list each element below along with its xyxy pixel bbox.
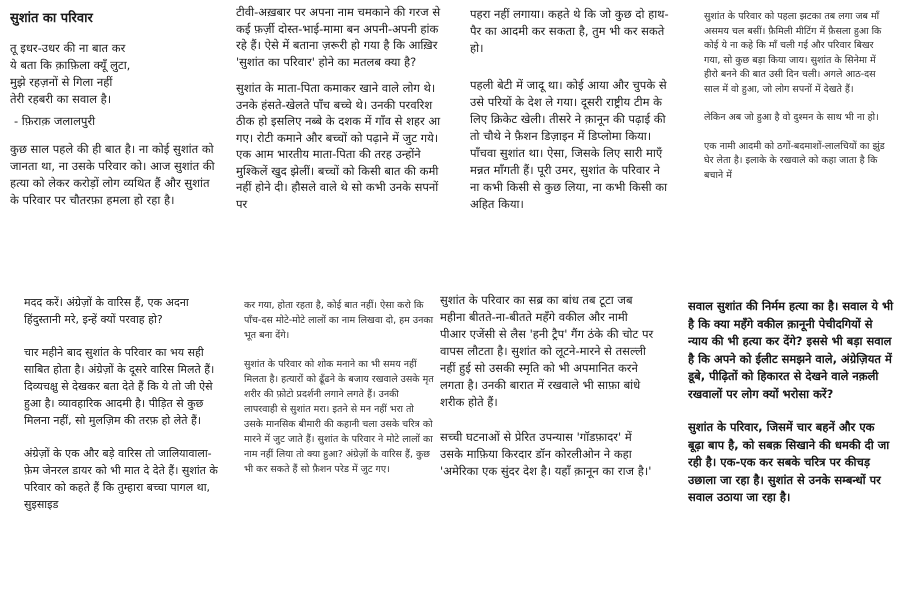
- column-1: [10, 8, 218, 270]
- paragraph: सुशांत के परिवार को शोक मनाने का भी समय नहीं मिलता है। हत्यारों को ढूँढने के बजाय रखवाले उसके मृत शरीर की फ़ोटो प्रदर्शनी लगाने लगते हैं। उनकी लापरवाही से सुशांत मरा। इतने से मन नहीं भरा तो उसके मानसिक बीमारी की कहानी चला उसके चरित्र को मारने में जुट जाते हैं। सुशांत के परिवार ने मोटे लालों का नाम नहीं लिया तो क्या हुआ? अंग्रेज़ों के वारिस हैं, कुछ भी कर सकते हैं सो फ़ैशन परेड में जुट गए।: [244, 359, 434, 475]
- paragraph: कर गया, होता रहता है, कोई बात नहीं। ऐसा करो कि पाँच-दस मोटे-मोटे लालों का नाम लिखवा दो, हम उनका भूत बना देंगे।: [244, 300, 434, 341]
- column-6: [244, 298, 434, 548]
- poem-line: ये बता कि क़ाफ़िला क्यूँ लुटा,: [10, 58, 131, 72]
- column-5: [24, 294, 218, 584]
- paragraph: सुशांत के परिवार को पहला झटका तब लगा जब माँ असमय चल बसीं। फ़ैमिली मीटिंग में फ़ैसला हुआ कि कोई ये ना कहे कि माँ चली गई और परिवार बिखर गया, सो कुछ बड़ा किया जाय। सुशांत के सिनेमा में हीरो बनने की बात उसी दिन चली। अगले आठ-दस साल में वो हुआ, जो लोग सपनों में देखते हैं।: [704, 11, 882, 95]
- column-2: [236, 4, 450, 276]
- poem-line: तेरी रहबरी का सवाल है।: [10, 92, 112, 106]
- paragraph: लेकिन अब जो हुआ है वो दुश्मन के साथ भी ना हो।: [704, 112, 879, 123]
- article-title: सुशांत का परिवार: [10, 11, 93, 26]
- paragraph: सवाल सुशांत की निर्मम हत्या का है। सवाल ये भी है कि क्या महँगे वकील क़ानूनी पेचीदगियों से न्याय की भी हत्या कर देंगे? इससे भी बड़ा सवाल है कि अपने को ईलीट समझने वाले, अंग्रेज़ियत में डूबे, पीढ़ितों को हिकारत से देखने वाले नक़ली रखवालों पर लोग क्यों भरोसा करें?: [688, 299, 894, 401]
- paragraph: पहली बेटी में जादू था। कोई आया और चुपके से उसे परियों के देश ले गया। दूसरी राष्ट्रीय टीम के लिए क्रिकेट खेली। तीसरे ने क़ानून की पढ़ाई की तो चौथे ने फ़ैशन डिज़ाइन में डिप्लोमा किया। पाँचवा सुशांत था। ऐसा, जिसके लिए सारी माएँ मन्नत माँगती हैं। पूरी उमर, सुशांत के परिवार ने ना कभी किसी से कुछ लिया, ना कभी किसी का अहित किया।: [470, 78, 668, 211]
- paragraph: सुशांत के परिवार का सब्र का बांध तब टूटा जब महीना बीतते-ना-बीतते महँगे वकील और नामी पीआर एजेंसी से लैस 'हनी ट्रैप' गैंग ठंके की चोट पर वापस लौटता है। सुशांत को लूटने-मारने से तसल्ली नहीं हुई सो उसकी स्मृति को भी अपमानित करने लगता है। उनकी बारात में रखवाले भी साफ़ा बांधे शरीक होते हैं।: [440, 293, 654, 409]
- poem-line: मुझे रहज़नों से गिला नहीं: [10, 75, 113, 89]
- paragraph: चार महीने बाद सुशांत के परिवार का भय सही साबित होता है। अंग्रेज़ों के दूसरे वारिस मिलते हैं। दिव्यचक्षु से देखकर बता देते हैं कि ये तो जी ऐसे हुआ है। व्यावहारिक आदमी है। पीड़ित से कुछ मिलना नहीं, सो मुलज़िम की तरफ़ हो लेते हैं।: [24, 346, 215, 427]
- column-7: [440, 292, 654, 554]
- paragraph: अंग्रेज़ों के एक और बड़े वारिस तो जालियावाला-फ़ेम जेनरल डायर को भी मात दे देते हैं। सुशांत के परिवार को कहते हैं कि तुम्हारा बच्चा पागल था, सुइसाइड: [24, 447, 218, 511]
- paragraph: सुशांत के परिवार, जिसमें चार बहनें और एक बूढ़ा बाप है, को सबक़ सिखाने की धमकी दी जा रही है। एक-एक कर सबके चरित्र पर कीचड़ उछाला जा रहा है। सुशांत से उनके सम्बन्धों पर सवाल उठाया जा रहा है।: [688, 420, 890, 504]
- paragraph: पहरा नहीं लगाया। कहते थे कि जो कुछ दो हाथ-पैर का आदमी कर सकता है, तुम भी कर सकते हो।: [470, 7, 669, 55]
- paragraph: सच्ची घटनाओं से प्रेरित उपन्यास 'गॉडफ़ादर' में उसके माफ़िया किरदार डॉन कोरलीओन ने कहा 'अमेरिका एक सुंदर देश है। यहाँ क़ानून का राज है।': [440, 430, 652, 478]
- column-4: [704, 10, 892, 246]
- poem-line: तू इधर-उधर की ना बात कर: [10, 41, 126, 55]
- column-3: [470, 6, 670, 268]
- paragraph: मदद करें। अंग्रेज़ों के वारिस हैं, एक अदना हिंदुस्तानी मरे, इन्हें क्यों परवाह हो?: [24, 296, 189, 326]
- poem-attribution: - फ़िराक़ जलालपुरी: [14, 114, 96, 128]
- column-8: [688, 298, 894, 578]
- paragraph: एक नामी आदमी को ठगों-बदमाशों-लालचियों का झुंड घेर लेता है। इलाके के रखवाले को कहा जाता है कि बचाने में: [704, 140, 885, 181]
- paragraph: सुशांत के माता-पिता कमाकर खाने वाले लोग थे। उनके हंसते-खेलते पाँच बच्चे थे। उनकी परवरिश ठीक हो इसलिए नब्बे के दशक में गाँव से शहर आ गए। रोटी कमाने और बच्चों को पढ़ाने में जुट गये। एक आम भारतीय माता-पिता की तरह उन्होंने मुश्किलें खुद झेलीं। बच्चों को किसी बात की कमी नहीं होने दी। हौसले वाले थे सो कभी उनके सपनों पर: [236, 81, 441, 211]
- paragraph: कुछ साल पहले की ही बात है। ना कोई सुशांत को जानता था, ना उसके परिवार को। आज सुशांत की हत्या को लेकर करोड़ों लोग व्यथित हैं और सुशांत के परिवार पर चौतरफ़ा हमला हो रहा है।: [10, 142, 215, 207]
- opening-poem: [10, 40, 218, 108]
- paragraph: टीवी-अख़बार पर अपना नाम चमकाने की गरज से कई फ़र्ज़ी दोस्त-भाई-मामा बन अपनी-अपनी हांक रहे हैं। ऐसे में बताना ज़रूरी हो गया है कि आख़िर 'सुशांत का परिवार' होने का मतलब क्या है?: [236, 5, 441, 69]
